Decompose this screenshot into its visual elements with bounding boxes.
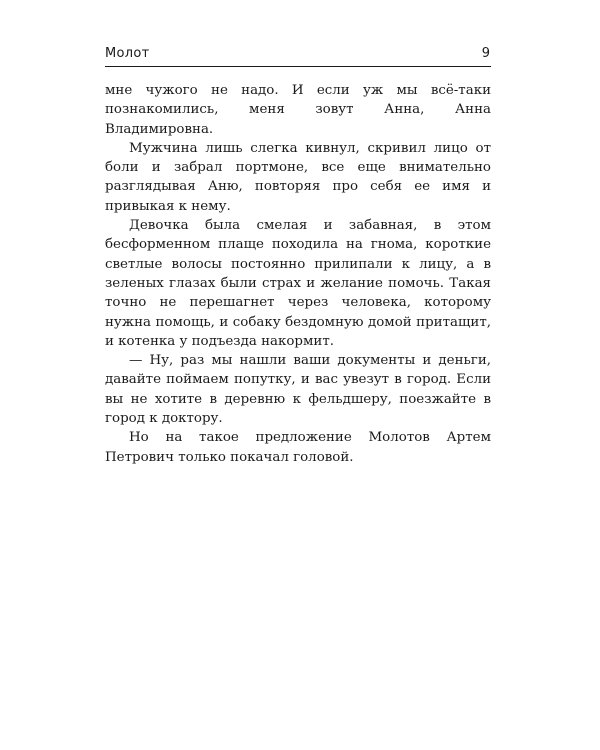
running-title: Молот — [105, 46, 150, 61]
paragraph: Девочка была смелая и забавная, в этом бесформенном плаще походила на гнома, короткие светлые волосы постоянно прилипали к лицу, а в зеленых глазах были страх и желание помочь. Такая точно не перешагнет через человека, которому нужна помощь, и собаку бездомную домой притащит, и котенка у подъезда накормит. — [105, 218, 491, 349]
text-body — [105, 81, 491, 467]
paragraph: Мужчина лишь слегка кивнул, скривил лицо от боли и забрал портмоне, все еще внимательно разглядывая Аню, повторяя про себя ее имя и привыкая к нему. — [105, 140, 491, 214]
page-number: 9 — [481, 46, 490, 61]
page-header — [105, 44, 491, 67]
paragraph: Но на такое предложение Молотов Артем Петрович только покачал головой. — [105, 430, 491, 465]
paragraph: мне чужого не надо. И если уж мы всё-таки познакомились, меня зовут Анна, Анна Владимировна. — [105, 83, 491, 137]
paragraph: — Ну, раз мы нашли ваши документы и деньги, давайте поймаем попутку, и вас увезут в город. Если вы не хотите в деревню к фельдшеру, поезжайте в город к доктору. — [105, 353, 491, 427]
